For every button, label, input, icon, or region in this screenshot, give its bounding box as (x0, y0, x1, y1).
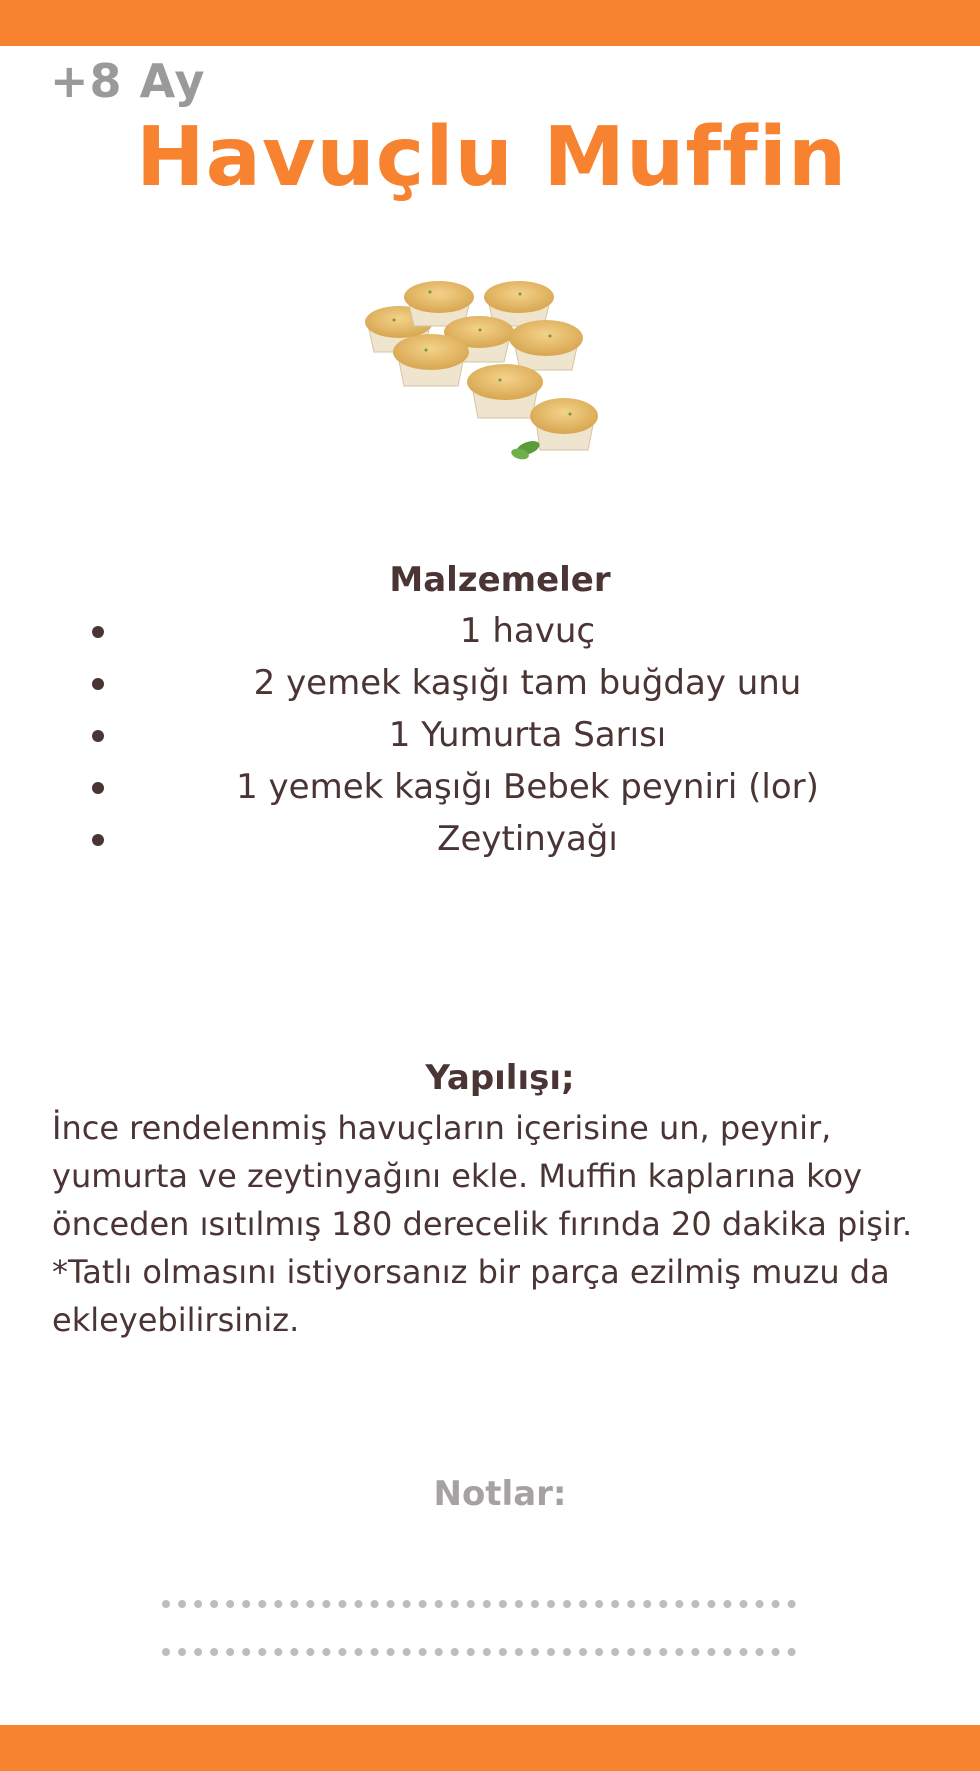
muffin-6 (393, 334, 469, 386)
ingredient-item (0, 813, 980, 865)
muffin-7 (467, 364, 543, 418)
note-line[interactable] (162, 1600, 796, 1608)
muffin-5 (509, 320, 583, 370)
ingredient-text: Zeytinyağı (437, 819, 618, 859)
ingredient-text: 1 Yumurta Sarısı (388, 715, 667, 755)
ingredient-item (0, 605, 980, 657)
ingredient-item (0, 761, 980, 813)
ingredient-item (0, 709, 980, 761)
bottom-bar (0, 1725, 980, 1771)
ingredients-list (0, 605, 980, 865)
bullet-icon (92, 730, 104, 742)
bullet-icon (92, 782, 104, 794)
bullet-icon (92, 626, 104, 638)
top-bar (0, 0, 980, 46)
ingredients-heading: Malzemeler (389, 560, 611, 600)
ingredient-text: 1 havuç (459, 611, 596, 651)
leaf-icon (510, 438, 541, 461)
recipe-title: Havuçlu Muffin (136, 110, 848, 205)
note-line[interactable] (162, 1648, 796, 1656)
preparation-heading: Yapılışı; (425, 1058, 575, 1098)
ingredient-item (0, 657, 980, 709)
notes-heading: Notlar: (433, 1474, 567, 1514)
muffin-photo (360, 270, 640, 480)
preparation-tip: *Tatlı olmasını istiyorsanız bir parça ezilmiş muzu da ekleyebilirsiniz. (52, 1253, 890, 1339)
muffin-8 (530, 398, 598, 450)
bullet-icon (92, 834, 104, 846)
bullet-icon (92, 678, 104, 690)
ingredient-text: 2 yemek kaşığı tam buğday unu (253, 663, 802, 703)
ingredient-text: 1 yemek kaşığı Bebek peyniri (lor) (236, 767, 819, 807)
preparation-paragraph: İnce rendelenmiş havuçların içerisine un, peynir, yumurta ve zeytinyağını ekle. Muffin kaplarına koy önceden ısıtılmış 180 derecelik fırında 20 dakika pişir. (52, 1109, 913, 1243)
preparation-text (52, 1104, 932, 1344)
age-label: +8 Ay (50, 54, 206, 108)
